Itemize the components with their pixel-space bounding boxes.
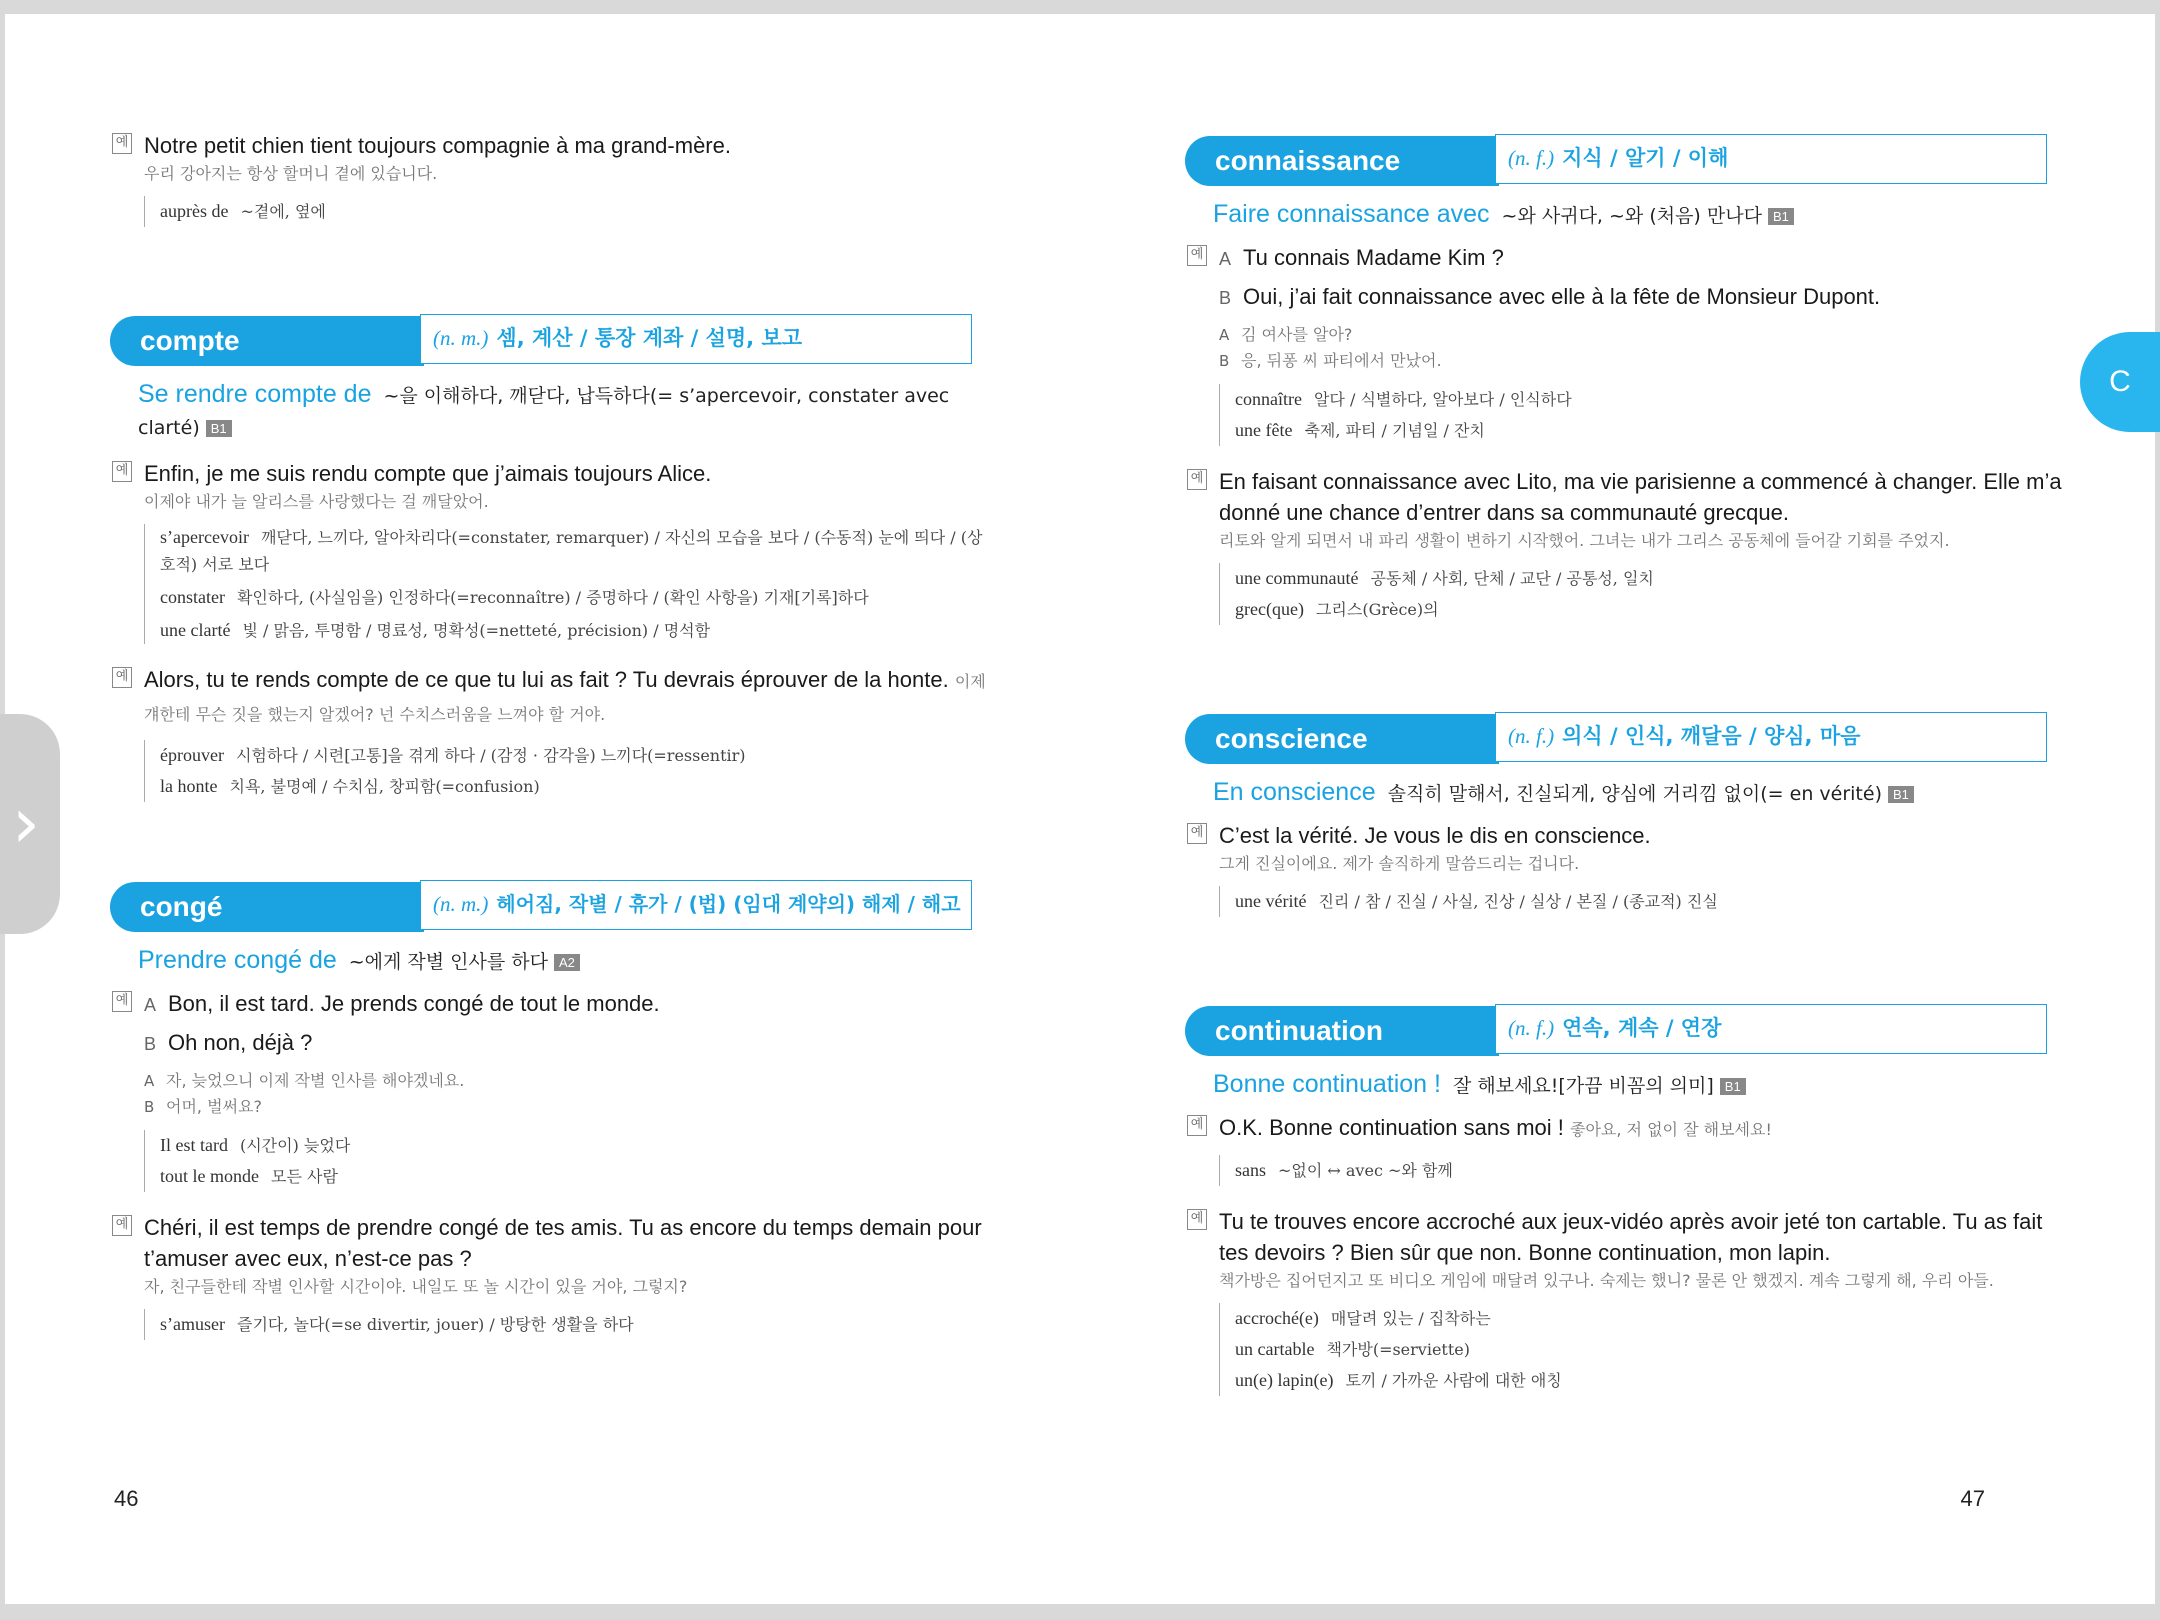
entry-header	[1185, 714, 2065, 764]
example-french: Notre petit chien tient toujours compagnie à ma grand-mère.	[144, 133, 731, 158]
vocab-item: la honte 치욕, 불명예 / 수치심, 창피함(=confusion)	[160, 776, 540, 796]
example-block	[1190, 1112, 2065, 1186]
vocab-list	[144, 1130, 990, 1192]
vocab-item: Il est tard (시간이) 늦었다	[160, 1135, 351, 1155]
example-mark: 예	[112, 461, 132, 482]
example-korean-a: A 자, 늦었으니 이제 작별 인사를 해야겠네요.	[144, 1071, 465, 1090]
entry-header	[1185, 1006, 2065, 1056]
example-korean: 리토와 알게 되면서 내 파리 생활이 변하기 시작했어. 그녀는 내가 그리스 공동체에 들어갈 기회를 주었지.	[1219, 531, 1950, 550]
example-block	[115, 1212, 990, 1340]
entry-compte	[110, 316, 990, 802]
vocab-list	[144, 524, 990, 644]
example-mark: 예	[112, 1215, 132, 1236]
headword: congé	[110, 882, 424, 932]
prev-page-tab[interactable]	[0, 714, 60, 934]
example-french: Enfin, je me suis rendu compte que j’aimais toujours Alice.	[144, 461, 712, 486]
entry-header	[1185, 136, 2065, 186]
headword: conscience	[1185, 714, 1499, 764]
example-block	[115, 664, 990, 802]
phrase-definition: 잘 해보세요![가끔 비꼼의 의미]	[1452, 1075, 1714, 1097]
chevron-right-icon: ›	[12, 782, 40, 864]
vocab-list	[1219, 1303, 2065, 1396]
top-example	[110, 130, 970, 227]
phrase-definition: 솔직히 말해서, 진실되게, 양심에 거리낌 없이(= en vérité)	[1387, 783, 1882, 805]
example-korean: 좋아요, 저 없이 잘 해보세요!	[1570, 1120, 1772, 1139]
vocab-list	[1219, 384, 2065, 446]
entry-continuation	[1185, 1006, 2065, 1396]
example-mark: 예	[1187, 1209, 1207, 1230]
phrase-line	[138, 944, 990, 978]
headword-meaning: (n. m.) 셈, 계산 / 통장 계좌 / 설명, 보고	[420, 314, 972, 364]
vocab-item: auprès de ~곁에, 옆에	[160, 201, 326, 221]
vocab-item: une vérité 진리 / 참 / 진실 / 사실, 진상 / 실상 / 본질 / (종교적) 진실	[1235, 891, 1718, 911]
vocab-item: constater 확인하다, (사실임을) 인정하다(=reconnaître) / 증명하다 / (확인 사항을) 기재[기록]하다	[160, 587, 869, 607]
headword: compte	[110, 316, 424, 366]
book-spread	[5, 14, 2155, 1604]
vocab-list	[1219, 563, 2065, 625]
example-french-b: B Oui, j’ai fait connaissance avec elle à la fête de Monsieur Dupont.	[1219, 284, 1881, 309]
headword: connaissance	[1185, 136, 1499, 186]
phrase: En conscience	[1213, 778, 1376, 806]
level-badge: B1	[1720, 1078, 1746, 1095]
entry-conscience	[1185, 714, 2065, 917]
index-tab-c[interactable]	[2080, 332, 2160, 432]
phrase: Prendre congé de	[138, 946, 337, 974]
vocab-item: s’amuser 즐기다, 놀다(=se divertir, jouer) / 방탕한 생활을 하다	[160, 1314, 634, 1334]
entry-header	[110, 882, 990, 932]
example-mark: 예	[1187, 823, 1207, 844]
example-mark: 예	[1187, 469, 1207, 490]
headword-meaning: (n. f.) 지식 / 알기 / 이해	[1495, 134, 2047, 184]
vocab-item: connaître 알다 / 식별하다, 알아보다 / 인식하다	[1235, 389, 1572, 409]
example-block	[115, 130, 970, 227]
phrase: Faire connaissance avec	[1213, 200, 1490, 228]
example-block	[1190, 466, 2065, 625]
example-korean-a: A 김 여사를 알아?	[1219, 325, 1353, 344]
phrase-line	[1213, 776, 2065, 810]
phrase: Bonne continuation !	[1213, 1070, 1441, 1098]
example-french: C’est la vérité. Je vous le dis en conscience.	[1219, 823, 1651, 848]
vocab-item: une communauté 공동체 / 사회, 단체 / 교단 / 공통성, 일치	[1235, 568, 1654, 588]
example-block	[1190, 242, 2065, 446]
example-korean-b: B 응, 뒤퐁 씨 파티에서 만났어.	[1219, 351, 1442, 370]
example-mark: 예	[112, 667, 132, 688]
example-block	[115, 988, 990, 1192]
example-korean: 책가방은 집어던지고 또 비디오 게임에 매달려 있구나. 숙제는 했니? 물론 안 했겠지. 계속 그렇게 해, 우리 아들.	[1219, 1271, 1994, 1290]
example-korean: 그게 진실이에요. 제가 솔직하게 말씀드리는 겁니다.	[1219, 854, 1580, 873]
level-badge: B1	[206, 420, 232, 437]
headword-meaning: (n. m.) 헤어짐, 작별 / 휴가 / (법) (임대 계약의) 해제 / 해고	[420, 880, 972, 930]
phrase-line	[1213, 1068, 2065, 1102]
vocab-item: une clarté 빛 / 맑음, 투명함 / 명료성, 명확성(=netteté, précision) / 명석함	[160, 620, 711, 640]
vocab-list	[144, 196, 970, 227]
example-korean: 이제야 내가 늘 알리스를 사랑했다는 걸 깨달았어.	[144, 492, 489, 511]
example-french-a: A Tu connais Madame Kim ?	[1219, 245, 1504, 270]
example-french: Chéri, il est temps de prendre congé de tes amis. Tu as encore du temps demain pour t’amuser avec eux, n’est-ce pas ?	[144, 1215, 982, 1271]
headword-meaning: (n. f.) 연속, 계속 / 연장	[1495, 1004, 2047, 1054]
page-number-right: 47	[1960, 1486, 1985, 1511]
vocab-item: accroché(e) 매달려 있는 / 집착하는	[1235, 1308, 1491, 1328]
example-mark: 예	[112, 991, 132, 1012]
entry-conge	[110, 882, 990, 1340]
example-french: En faisant connaissance avec Lito, ma vie parisienne a commencé à changer. Elle m’a donné une chance d’entrer dans sa communauté grecque.	[1219, 469, 2062, 525]
headword: continuation	[1185, 1006, 1499, 1056]
example-mark: 예	[1187, 245, 1207, 266]
phrase-definition: ~을 이해하다, 깨닫다, 납득하다(= s’apercevoir, constater avec clarté)	[138, 385, 950, 439]
example-french-a: A Bon, il est tard. Je prends congé de tout le monde.	[144, 991, 660, 1016]
vocab-item: tout le monde 모든 사람	[160, 1166, 338, 1186]
example-korean: 이제 걔한테 무슨 짓을 했는지 알겠어? 넌 수치스러움을 느껴야 할 거야.	[144, 672, 986, 724]
level-badge: B1	[1888, 786, 1914, 803]
example-korean: 자, 친구들한테 작별 인사할 시간이야. 내일도 또 놀 시간이 있을 거야, 그렇지?	[144, 1277, 688, 1296]
vocab-item: grec(que) 그리스(Grèce)의	[1235, 599, 1439, 619]
vocab-list	[1219, 1155, 2065, 1186]
phrase-definition: ~와 사귀다, ~와 (처음) 만나다	[1501, 205, 1762, 227]
example-block	[1190, 820, 2065, 917]
vocab-list	[144, 740, 990, 802]
example-french-b: B Oh non, déjà ?	[144, 1030, 313, 1055]
entry-header	[110, 316, 990, 366]
example-block	[1190, 1206, 2065, 1396]
vocab-item: un(e) lapin(e) 토끼 / 가까운 사람에 대한 애칭	[1235, 1370, 1562, 1390]
example-french: Alors, tu te rends compte de ce que tu lui as fait ? Tu devrais éprouver de la honte. 이제 걔한테 무슨 짓을 했는지 알겠어? 넌 수치스러움을 느껴야 할 거야.	[144, 667, 986, 724]
vocab-list	[1219, 886, 2065, 917]
level-badge: B1	[1768, 208, 1794, 225]
phrase-definition: ~에게 작별 인사를 하다	[348, 951, 548, 973]
example-mark: 예	[1187, 1115, 1207, 1136]
vocab-list	[144, 1309, 990, 1340]
example-korean: 우리 강아지는 항상 할머니 곁에 있습니다.	[144, 164, 438, 183]
vocab-item: s’apercevoir 깨닫다, 느끼다, 알아차리다(=constater, remarquer) / 자신의 모습을 보다 / (수동적) 눈에 띄다 / (상호적) 서로 보다	[160, 527, 983, 574]
vocab-item: une fête 축제, 파티 / 기념일 / 잔치	[1235, 420, 1485, 440]
phrase-line	[138, 378, 990, 444]
entry-connaissance	[1185, 136, 2065, 625]
vocab-item: sans ~없이 ↔ avec ~와 함께	[1235, 1160, 1453, 1180]
example-korean-b: B 어머, 벌써요?	[144, 1097, 262, 1116]
page-number-left: 46	[114, 1486, 139, 1511]
example-block	[115, 458, 990, 644]
example-french: Tu te trouves encore accroché aux jeux-vidéo après avoir jeté ton cartable. Tu as fait tes devoirs ? Bien sûr que non. Bonne continuation, mon lapin.	[1219, 1209, 2043, 1265]
phrase-line	[1213, 198, 2065, 232]
headword-meaning: (n. f.) 의식 / 인식, 깨달음 / 양심, 마음	[1495, 712, 2047, 762]
example-mark: 예	[112, 133, 132, 154]
vocab-item: un cartable 책가방(=serviette)	[1235, 1339, 1470, 1359]
example-french: O.K. Bonne continuation sans moi ! 좋아요, 저 없이 잘 해보세요!	[1219, 1115, 1772, 1140]
level-badge: A2	[554, 954, 580, 971]
vocab-item: éprouver 시험하다 / 시련[고통]을 겪게 하다 / (감정 · 감각을) 느끼다(=ressentir)	[160, 745, 746, 765]
phrase: Se rendre compte de	[138, 380, 372, 408]
index-tab-letter: C	[2109, 365, 2131, 398]
